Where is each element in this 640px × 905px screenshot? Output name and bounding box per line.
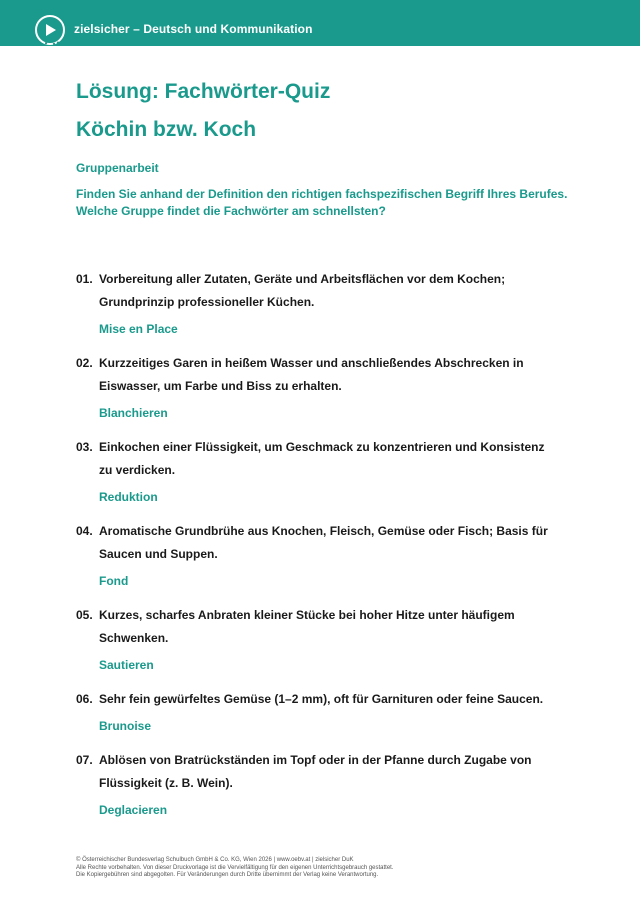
question-number: 02. — [76, 356, 93, 370]
question-list — [76, 268, 576, 833]
question-line: Ablösen von Bratrückständen im Topf oder in der Pfanne durch Zugabe von — [99, 753, 532, 767]
question-line: zu verdicken. — [99, 463, 176, 477]
answer-text: Blanchieren — [99, 406, 168, 420]
page-subtitle: Köchin bzw. Koch — [76, 118, 257, 141]
question-line: Einkochen einer Flüssigkeit, um Geschmack zu konzentrieren und Konsistenz — [99, 440, 545, 454]
instructions-line-2: Welche Gruppe findet die Fachwörter am schnellsten? — [76, 204, 386, 218]
question-line: Saucen und Suppen. — [99, 547, 218, 561]
question-number: 06. — [76, 692, 93, 706]
instructions — [76, 186, 576, 220]
question-text — [99, 749, 549, 795]
question-number: 03. — [76, 440, 93, 454]
section-label: Gruppenarbeit — [76, 161, 159, 175]
question-text — [99, 604, 549, 650]
question-line: Sehr fein gewürfeltes Gemüse (1–2 mm), oft für Garnituren oder feine Saucen. — [99, 692, 544, 706]
footer-line: Die Kopiergebühren sind abgegolten. Für Veränderungen durch Dritte übernimmt der Verlag keine Verantwortung. — [76, 872, 379, 878]
question-number: 07. — [76, 753, 93, 767]
question-item — [76, 352, 576, 422]
question-line: Grundprinzip professioneller Küchen. — [99, 295, 315, 309]
question-text — [99, 352, 549, 398]
question-line: Eiswasser, um Farbe und Biss zu erhalten. — [99, 379, 342, 393]
answer-text: Fond — [99, 574, 129, 588]
instructions-line-1: Finden Sie anhand der Definition den richtigen fachspezifischen Begriff Ihres Berufes. — [76, 187, 568, 201]
question-item — [76, 688, 576, 735]
question-item — [76, 436, 576, 506]
question-line: Flüssigkeit (z. B. Wein). — [99, 776, 233, 790]
question-line: Kurzes, scharfes Anbraten kleiner Stücke bei hoher Hitze unter häufigem — [99, 608, 515, 622]
answer-text: Mise en Place — [99, 322, 178, 336]
page-title: Lösung: Fachwörter-Quiz — [76, 80, 331, 103]
question-number: 04. — [76, 524, 93, 538]
question-line: Aromatische Grundbrühe aus Knochen, Fleisch, Gemüse oder Fisch; Basis für — [99, 524, 548, 538]
question-number: 05. — [76, 608, 93, 622]
question-line: Vorbereitung aller Zutaten, Geräte und Arbeitsflächen vor dem Kochen; — [99, 272, 506, 286]
question-text — [99, 520, 549, 566]
brand-title: zielsicher – Deutsch und Kommunikation — [74, 22, 313, 36]
question-line: Kurzzeitiges Garen in heißem Wasser und anschließendes Abschrecken in — [99, 356, 524, 370]
copyright-footer — [76, 857, 596, 880]
answer-text: Reduktion — [99, 490, 158, 504]
question-item — [76, 749, 576, 819]
question-number: 01. — [76, 272, 93, 286]
answer-text: Sautieren — [99, 658, 154, 672]
question-item — [76, 604, 576, 674]
question-text — [99, 268, 549, 314]
footer-line: © Österreichischer Bundesverlag Schulbuch GmbH & Co. KG, Wien 2026 | www.oebv.at | zielsicher DuK — [76, 857, 354, 863]
answer-text: Brunoise — [99, 719, 152, 733]
footer-line: Alle Rechte vorbehalten. Von dieser Druckvorlage ist die Vervielfältigung für den eigenen Unterrichtsgebrauch gestattet. — [76, 864, 394, 871]
question-item — [76, 268, 576, 338]
header-dotted-edge — [0, 40, 640, 48]
question-text — [99, 436, 549, 482]
question-item — [76, 520, 576, 590]
answer-text: Deglacieren — [99, 803, 168, 817]
question-line: Schwenken. — [99, 631, 169, 645]
question-text — [99, 688, 549, 711]
